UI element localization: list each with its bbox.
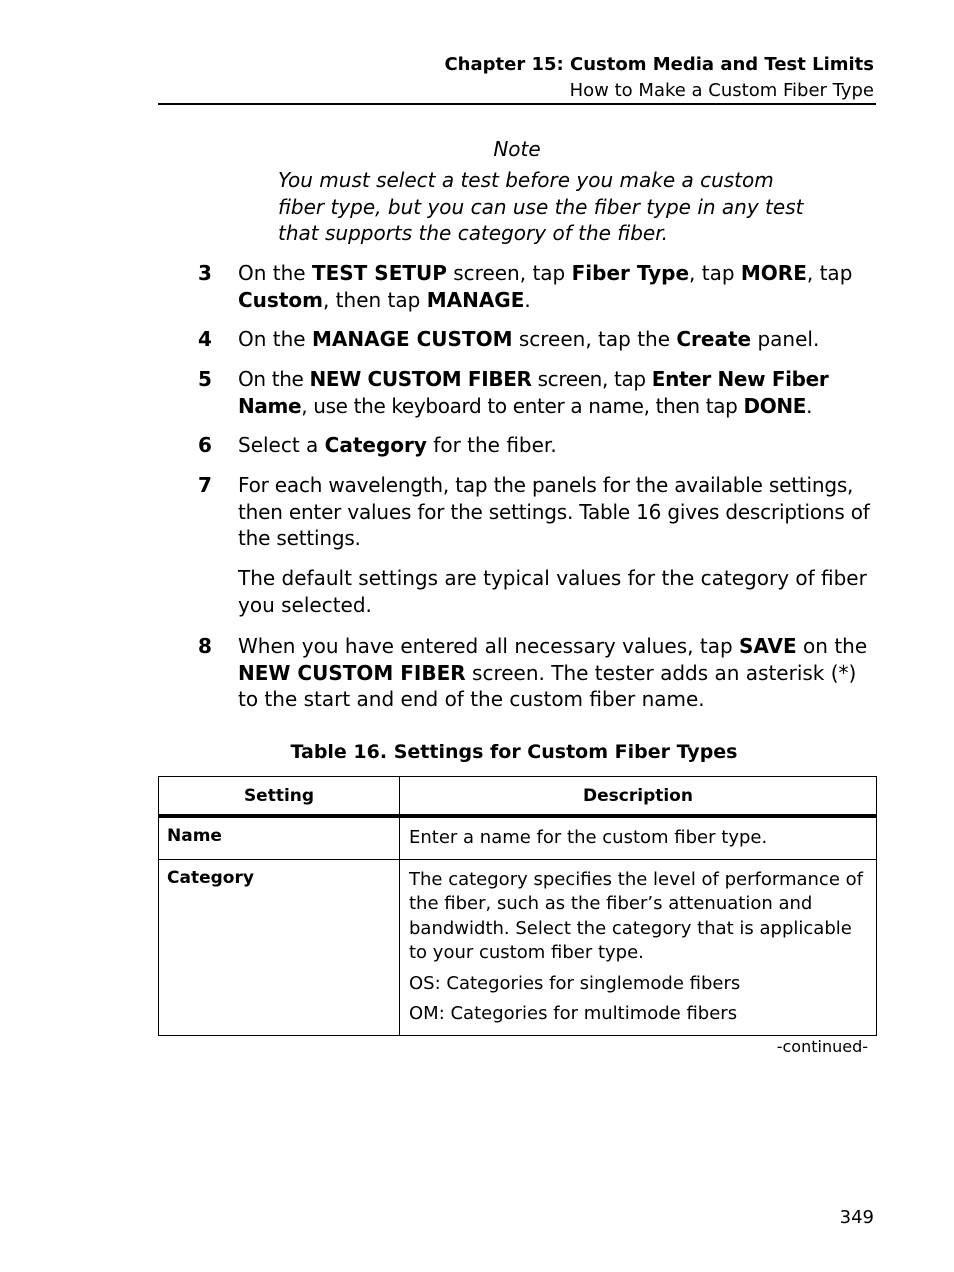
setting-description [400, 859, 877, 1035]
setting-name: Name [159, 816, 400, 859]
step-number: 5 [198, 367, 212, 391]
description-text: The category specifies the level of performance of the fiber, such as the fiber’s attenuation and bandwidth. Select the category that is applicable to your custom fiber type. [409, 868, 863, 963]
page-header [158, 52, 874, 104]
continued-marker: -continued- [776, 1037, 868, 1056]
settings-table [158, 776, 877, 1036]
description-text: Enter a name for the custom fiber type. [409, 827, 768, 848]
step-number: 4 [198, 327, 212, 351]
step-number: 6 [198, 433, 212, 457]
step-number: 8 [198, 634, 212, 658]
column-header-setting: Setting [159, 777, 400, 817]
step-text: On the TEST SETUP screen, tap Fiber Type, tap MORE, tap Custom, then tap MANAGE. [238, 261, 853, 312]
note-title: Note [493, 137, 541, 161]
step-text: Select a Category for the fiber. [238, 433, 557, 457]
step-text: When you have entered all necessary values, tap SAVE on the NEW CUSTOM FIBER screen. The tester adds an asterisk (*) to the start and end of the custom fiber name. [238, 634, 868, 711]
step-number: 7 [198, 473, 212, 497]
step-text: On the NEW CUSTOM FIBER screen, tap Enter New Fiber Name, use the keyboard to enter a name, then tap DONE. [238, 367, 829, 418]
page-number: 349 [839, 1207, 874, 1228]
chapter-title: Chapter 15: Custom Media and Test Limits [444, 54, 874, 75]
column-header-description: Description [400, 777, 877, 817]
step-7-note: The default settings are typical values for the category of fiber you selected. [238, 566, 867, 617]
note-body: You must select a test before you make a custom fiber type, but you can use the fiber type in any test that supports the category of the fiber. [278, 168, 804, 245]
header-rule [158, 103, 876, 105]
table-row [159, 816, 877, 859]
table-row [159, 859, 877, 1035]
setting-name: Category [159, 859, 400, 1035]
setting-description [400, 816, 877, 859]
step-number: 3 [198, 261, 212, 285]
description-text: OS: Categories for singlemode fibers [409, 972, 741, 994]
description-text: OM: Categories for multimode fibers [409, 1003, 738, 1024]
section-title: How to Make a Custom Fiber Type [569, 80, 874, 101]
table-caption: Table 16. Settings for Custom Fiber Types [290, 741, 738, 763]
step-text: For each wavelength, tap the panels for the available settings, then enter values for the settings. Table 16 gives descriptions of the settings. [238, 473, 870, 550]
table-header-row [159, 777, 877, 817]
step-text: On the MANAGE CUSTOM screen, tap the Create panel. [238, 327, 820, 351]
